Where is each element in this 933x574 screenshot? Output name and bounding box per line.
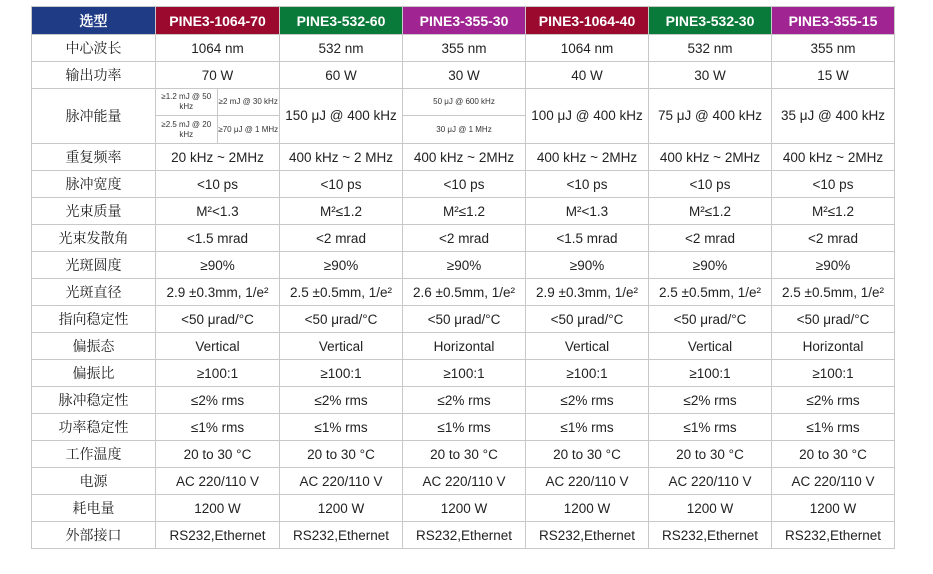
pulse-energy-subcell: ≥1.2 mJ @ 50 kHz (156, 89, 218, 116)
row-label: 光斑圆度 (32, 252, 156, 279)
cell: ≤1% rms (649, 414, 772, 441)
cell: ≤2% rms (280, 387, 403, 414)
cell: M²≤1.2 (649, 198, 772, 225)
cell: AC 220/110 V (403, 468, 526, 495)
cell: ≤1% rms (156, 414, 280, 441)
row-label: 耗电量 (32, 495, 156, 522)
cell: <50 μrad/°C (156, 306, 280, 333)
cell: <2 mrad (403, 225, 526, 252)
row-pulse-energy (32, 89, 895, 144)
cell: ≤2% rms (526, 387, 649, 414)
cell: <10 ps (280, 171, 403, 198)
cell: 2.5 ±0.5mm, 1/e² (649, 279, 772, 306)
cell: 400 kHz ~ 2MHz (772, 144, 895, 171)
cell: ≥90% (772, 252, 895, 279)
pulse-energy-subcell: ≥2 mJ @ 30 kHz (218, 89, 280, 116)
cell: Vertical (526, 333, 649, 360)
model-header: PINE3-532-30 (649, 7, 772, 35)
cell: <10 ps (526, 171, 649, 198)
row-label: 指向稳定性 (32, 306, 156, 333)
cell: ≥100:1 (403, 360, 526, 387)
cell: AC 220/110 V (526, 468, 649, 495)
row-power (32, 62, 895, 89)
cell: 20 to 30 °C (649, 441, 772, 468)
cell: RS232,Ethernet (280, 522, 403, 549)
cell: ≥90% (280, 252, 403, 279)
cell: ≤1% rms (772, 414, 895, 441)
cell: 532 nm (649, 35, 772, 62)
row-label: 光束质量 (32, 198, 156, 225)
cell: <1.5 mrad (526, 225, 649, 252)
cell: 400 kHz ~ 2 MHz (280, 144, 403, 171)
cell: <50 μrad/°C (649, 306, 772, 333)
row-power-stability (32, 414, 895, 441)
cell: ≤1% rms (280, 414, 403, 441)
cell: <1.5 mrad (156, 225, 280, 252)
cell: 2.5 ±0.5mm, 1/e² (772, 279, 895, 306)
row-interface (32, 522, 895, 549)
cell: ≥100:1 (526, 360, 649, 387)
cell: <2 mrad (649, 225, 772, 252)
cell: 20 to 30 °C (280, 441, 403, 468)
cell: Horizontal (403, 333, 526, 360)
cell: 20 kHz ~ 2MHz (156, 144, 280, 171)
cell: M²≤1.2 (772, 198, 895, 225)
pulse-energy-subcell: 30 μJ @ 1 MHz (436, 124, 492, 134)
cell: 150 μJ @ 400 kHz (280, 89, 403, 144)
row-label: 功率稳定性 (32, 414, 156, 441)
cell: ≤2% rms (649, 387, 772, 414)
row-label: 外部接口 (32, 522, 156, 549)
row-label: 中心波长 (32, 35, 156, 62)
cell: 400 kHz ~ 2MHz (403, 144, 526, 171)
cell: 30 W (649, 62, 772, 89)
row-temperature (32, 441, 895, 468)
cell: ≥100:1 (649, 360, 772, 387)
cell: AC 220/110 V (772, 468, 895, 495)
cell: 40 W (526, 62, 649, 89)
spec-table (31, 6, 895, 549)
cell: 1200 W (156, 495, 280, 522)
cell: <2 mrad (280, 225, 403, 252)
row-label: 输出功率 (32, 62, 156, 89)
row-rep-rate (32, 144, 895, 171)
cell: 355 nm (403, 35, 526, 62)
cell: 35 μJ @ 400 kHz (772, 89, 895, 144)
cell: RS232,Ethernet (649, 522, 772, 549)
row-roundness (32, 252, 895, 279)
cell: ≥90% (403, 252, 526, 279)
cell: 20 to 30 °C (156, 441, 280, 468)
model-header: PINE3-355-15 (772, 7, 895, 35)
model-header: PINE3-1064-70 (156, 7, 280, 35)
cell: RS232,Ethernet (772, 522, 895, 549)
model-header: PINE3-355-30 (403, 7, 526, 35)
cell: <10 ps (649, 171, 772, 198)
cell: <10 ps (772, 171, 895, 198)
cell: RS232,Ethernet (403, 522, 526, 549)
row-label: 脉冲能量 (32, 89, 156, 144)
row-pulse-stability (32, 387, 895, 414)
cell: <2 mrad (772, 225, 895, 252)
pulse-energy-substack-cell (403, 89, 526, 144)
row-label: 工作温度 (32, 441, 156, 468)
model-header: PINE3-532-60 (280, 7, 403, 35)
row-divergence (32, 225, 895, 252)
cell: 2.6 ±0.5mm, 1/e² (403, 279, 526, 306)
cell: 400 kHz ~ 2MHz (526, 144, 649, 171)
row-pointing (32, 306, 895, 333)
pulse-energy-subcell: ≥70 μJ @ 1 MHz (218, 124, 279, 134)
cell: <50 μrad/°C (526, 306, 649, 333)
pulse-energy-subgrid-cell (156, 89, 280, 144)
row-polarization (32, 333, 895, 360)
cell: RS232,Ethernet (526, 522, 649, 549)
row-power-supply (32, 468, 895, 495)
row-label: 脉冲宽度 (32, 171, 156, 198)
cell: <10 ps (403, 171, 526, 198)
cell: 1200 W (526, 495, 649, 522)
row-pol-ratio (32, 360, 895, 387)
row-wavelength (32, 35, 895, 62)
cell: Horizontal (772, 333, 895, 360)
row-spot-diameter (32, 279, 895, 306)
cell: <50 μrad/°C (280, 306, 403, 333)
cell: 70 W (156, 62, 280, 89)
row-beam-quality (32, 198, 895, 225)
row-consumption (32, 495, 895, 522)
cell: ≥90% (649, 252, 772, 279)
cell: AC 220/110 V (649, 468, 772, 495)
cell: <50 μrad/°C (772, 306, 895, 333)
cell: ≤1% rms (403, 414, 526, 441)
pulse-energy-subcell: ≥2.5 mJ @ 20 kHz (156, 116, 218, 143)
row-label: 偏振比 (32, 360, 156, 387)
cell: 30 W (403, 62, 526, 89)
cell: 20 to 30 °C (772, 441, 895, 468)
cell: ≤2% rms (403, 387, 526, 414)
cell: <50 μrad/°C (403, 306, 526, 333)
cell: 1200 W (403, 495, 526, 522)
header-label: 选型 (32, 7, 156, 35)
row-label: 偏振态 (32, 333, 156, 360)
pulse-energy-subcell: 50 μJ @ 600 kHz (403, 89, 525, 116)
cell: Vertical (156, 333, 280, 360)
cell: M²≤1.2 (280, 198, 403, 225)
cell: ≤2% rms (156, 387, 280, 414)
cell: 1064 nm (526, 35, 649, 62)
cell: ≤2% rms (772, 387, 895, 414)
row-label: 重复频率 (32, 144, 156, 171)
cell: ≥100:1 (280, 360, 403, 387)
cell: Vertical (649, 333, 772, 360)
cell: 2.9 ±0.3mm, 1/e² (156, 279, 280, 306)
cell: 60 W (280, 62, 403, 89)
row-label: 光束发散角 (32, 225, 156, 252)
cell: 532 nm (280, 35, 403, 62)
cell: <10 ps (156, 171, 280, 198)
model-header: PINE3-1064-40 (526, 7, 649, 35)
cell: ≥90% (526, 252, 649, 279)
cell: 15 W (772, 62, 895, 89)
cell: 400 kHz ~ 2MHz (649, 144, 772, 171)
cell: Vertical (280, 333, 403, 360)
row-pulse-width (32, 171, 895, 198)
cell: M²≤1.2 (403, 198, 526, 225)
cell: ≥100:1 (156, 360, 280, 387)
cell: 1200 W (280, 495, 403, 522)
cell: 355 nm (772, 35, 895, 62)
cell: AC 220/110 V (156, 468, 280, 495)
row-label: 光斑直径 (32, 279, 156, 306)
cell: ≥90% (156, 252, 280, 279)
cell: RS232,Ethernet (156, 522, 280, 549)
cell: AC 220/110 V (280, 468, 403, 495)
cell: 100 μJ @ 400 kHz (526, 89, 649, 144)
cell: M²<1.3 (526, 198, 649, 225)
cell: 20 to 30 °C (403, 441, 526, 468)
cell: 1200 W (649, 495, 772, 522)
cell: 2.9 ±0.3mm, 1/e² (526, 279, 649, 306)
row-label: 电源 (32, 468, 156, 495)
row-label: 脉冲稳定性 (32, 387, 156, 414)
cell: ≥100:1 (772, 360, 895, 387)
cell: 75 μJ @ 400 kHz (649, 89, 772, 144)
cell: ≤1% rms (526, 414, 649, 441)
cell: 1064 nm (156, 35, 280, 62)
cell: 1200 W (772, 495, 895, 522)
cell: M²<1.3 (156, 198, 280, 225)
cell: 2.5 ±0.5mm, 1/e² (280, 279, 403, 306)
spec-table-container (31, 6, 895, 549)
header-row (32, 7, 895, 35)
cell: 20 to 30 °C (526, 441, 649, 468)
